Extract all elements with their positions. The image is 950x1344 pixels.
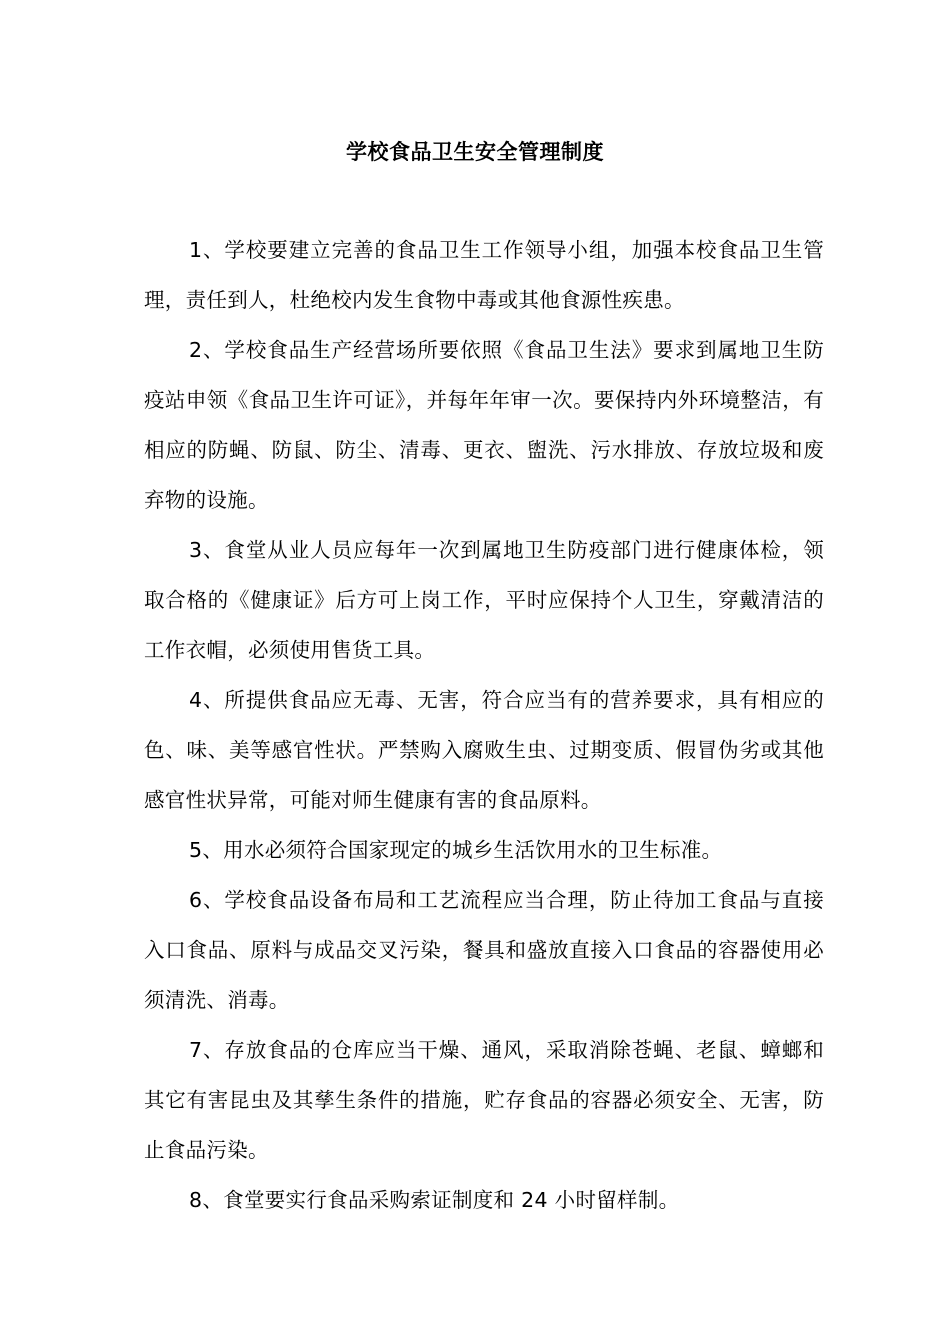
paragraph-4: 4、所提供食品应无毒、无害，符合应当有的营养要求，具有相应的色、味、美等感官性状。严禁购入腐败生虫、过期变质、假冒伪劣或其他感官性状异常，可能对师生健康有害的食品原料。 <box>144 688 824 812</box>
paragraph-3: 3、食堂从业人员应每年一次到属地卫生防疫部门进行健康体检，领取合格的《健康证》后方可上岗工作，平时应保持个人卫生，穿戴清洁的工作衣帽，必须使用售货工具。 <box>144 538 824 662</box>
paragraph-7: 7、存放食品的仓库应当干燥、通风，采取消除苍蝇、老鼠、蟑螂和其它有害昆虫及其孳生条件的措施，贮存食品的容器必须安全、无害，防止食品污染。 <box>144 1038 824 1162</box>
paragraph-8: 8、食堂要实行食品采购索证制度和 24 小时留样制。 <box>189 1188 680 1212</box>
document-title: 学校食品卫生安全管理制度 <box>346 140 604 164</box>
paragraph-2: 2、学校食品生产经营场所要依照《食品卫生法》要求到属地卫生防疫站申领《食品卫生许可证》，并每年年审一次。要保持内外环境整洁，有相应的防蝇、防鼠、防尘、清毒、更衣、盥洗、污水排放、存放垃圾和废弃物的设施。 <box>144 338 824 512</box>
paragraph-6: 6、学校食品设备布局和工艺流程应当合理，防止待加工食品与直接入口食品、原料与成品交叉污染，餐具和盛放直接入口食品的容器使用必须清洗、消毒。 <box>144 888 824 1012</box>
paragraph-5: 5、用水必须符合国家现定的城乡生活饮用水的卫生标准。 <box>189 838 723 862</box>
document-body <box>144 225 824 1225</box>
paragraph-1: 1、学校要建立完善的食品卫生工作领导小组，加强本校食品卫生管理，责任到人，杜绝校内发生食物中毒或其他食源性疾患。 <box>144 238 824 312</box>
